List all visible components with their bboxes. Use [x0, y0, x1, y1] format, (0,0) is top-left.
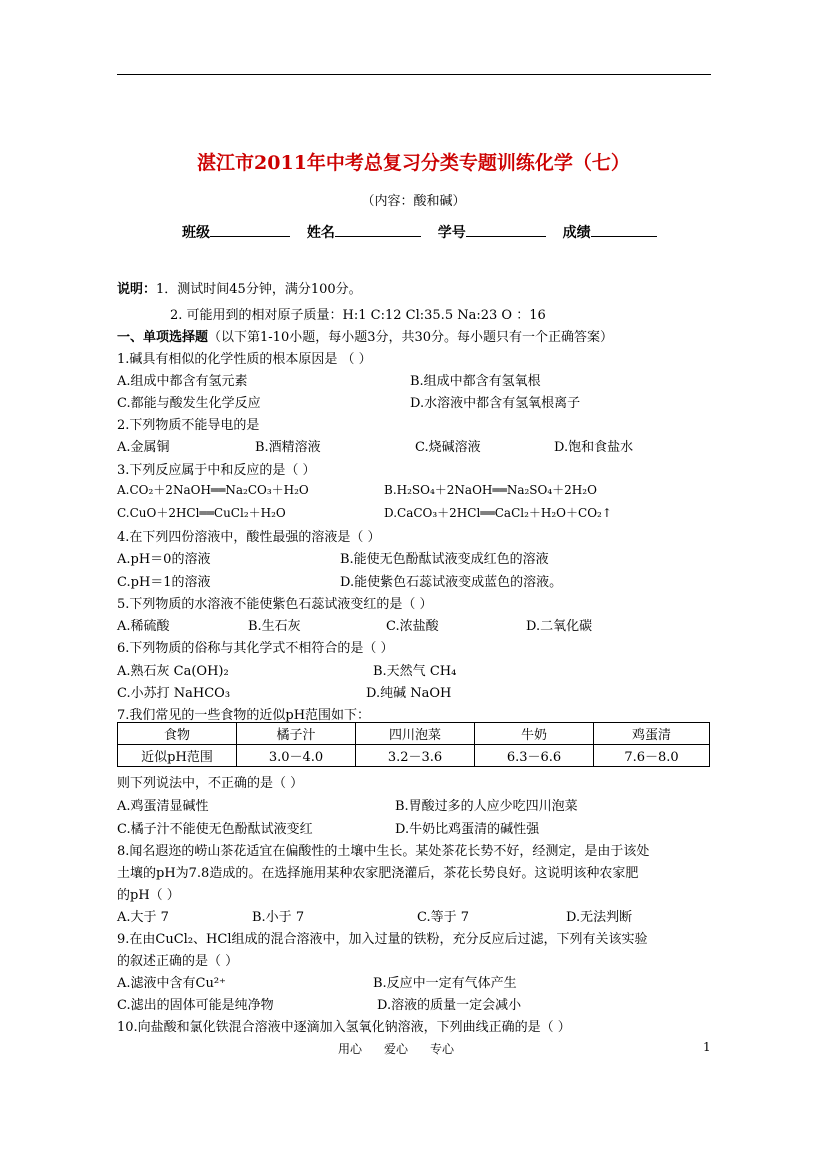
- q3-option-a[interactable]: A.CO₂＋2NaOH══Na₂CO₃＋H₂O: [117, 483, 309, 497]
- q7-option-a[interactable]: A.鸡蛋清显碱性: [117, 799, 209, 814]
- name-blank[interactable]: [335, 222, 421, 237]
- q10-stem: 10.向盐酸和氯化铁混合溶液中逐滴加入氢氧化钠溶液，下列曲线正确的是（ ）: [117, 1020, 571, 1035]
- q3-option-d[interactable]: D.CaCO₃＋2HCl══CaCl₂＋H₂O＋CO₂↑: [384, 506, 612, 520]
- table-cell: 鸡蛋清: [594, 723, 710, 745]
- table-cell: 7.6－8.0: [594, 745, 710, 767]
- q5-stem: 5.下列物质的水溶液不能使紫色石蕊试液变红的是（ ）: [117, 597, 433, 612]
- q5-option-a[interactable]: A.稀硫酸: [117, 619, 170, 634]
- q8-stem-line2: 土壤的pH为7.8造成的。在选择施用某种农家肥浇灌后，茶花长势良好。这说明该种农家肥: [117, 866, 639, 881]
- name-label: 姓名: [306, 225, 335, 241]
- q9-stem-line1: 9.在由CuCl₂、HCl组成的混合溶液中，加入过量的铁粉，充分反应后过滤，下列有关该实验: [117, 932, 648, 947]
- q4-option-a[interactable]: A.pH＝0的溶液: [117, 552, 211, 567]
- q4-stem: 4.在下列四份溶液中，酸性最强的溶液是（ ）: [117, 530, 381, 545]
- table-cell: 近似pH范围: [118, 745, 237, 767]
- class-label: 班级: [182, 225, 210, 241]
- q2-option-c[interactable]: C.烧碱溶液: [415, 440, 481, 455]
- q1-stem: 1.碱具有相似的化学性质的根本原因是 （ ）: [117, 352, 372, 367]
- q6-option-b[interactable]: B.天然气 CH₄: [373, 664, 457, 679]
- q9-option-c[interactable]: C.滤出的固体可能是纯净物: [117, 998, 274, 1013]
- q1-option-d[interactable]: D.水溶液中都含有氢氧根离子: [410, 396, 581, 411]
- page-title: 湛江市2011年中考总复习分类专题训练化学（七）: [197, 152, 630, 174]
- student-info: [182, 222, 669, 242]
- table-cell: 四川泡菜: [356, 723, 475, 745]
- q3-stem: 3.下列反应属于中和反应的是（ ）: [117, 463, 316, 478]
- table-cell: 牛奶: [475, 723, 594, 745]
- page-subtitle: （内容：酸和碱）: [361, 194, 466, 209]
- q4-option-c[interactable]: C.pH＝1的溶液: [117, 575, 211, 590]
- class-blank[interactable]: [210, 222, 290, 237]
- q9-option-b[interactable]: B.反应中一定有气体产生: [373, 976, 517, 991]
- q8-stem-line3: 的pH（ ）: [117, 888, 180, 903]
- page-number: 1: [703, 1040, 711, 1054]
- q9-option-a[interactable]: A.滤液中含有Cu²⁺: [117, 976, 226, 991]
- q2-option-d[interactable]: D.饱和食盐水: [554, 440, 634, 455]
- q2-stem: 2.下列物质不能导电的是: [117, 418, 260, 433]
- score-label: 成绩: [562, 225, 591, 241]
- q5-option-d[interactable]: D.二氧化碳: [526, 619, 593, 634]
- q9-stem-line2: 的叙述正确的是（ ）: [117, 954, 239, 969]
- q6-option-a[interactable]: A.熟石灰 Ca(OH)₂: [117, 664, 229, 679]
- q7-stem: 7.我们常见的一些食物的近似pH范围如下：: [117, 708, 371, 723]
- table-cell: 3.2－3.6: [356, 745, 475, 767]
- q3-option-b[interactable]: B.H₂SO₄＋2NaOH══Na₂SO₄＋2H₂O: [384, 483, 597, 497]
- q6-stem: 6.下列物质的俗称与其化学式不相符合的是（ ）: [117, 641, 394, 656]
- q1-option-a[interactable]: A.组成中都含有氢元素: [117, 374, 248, 389]
- q7-option-d[interactable]: D.牛奶比鸡蛋清的碱性强: [395, 822, 540, 837]
- q7-option-c[interactable]: C.橘子汁不能使无色酚酞试液变红: [117, 822, 313, 837]
- table-cell: 3.0－4.0: [237, 745, 356, 767]
- table-cell: 食物: [118, 723, 237, 745]
- q8-option-a[interactable]: A.大于 7: [117, 910, 169, 925]
- q4-option-b[interactable]: B.能使无色酚酞试液变成红色的溶液: [340, 552, 549, 567]
- q9-option-d[interactable]: D.溶液的质量一定会减小: [377, 998, 522, 1013]
- q8-option-d[interactable]: D.无法判断: [566, 910, 633, 925]
- ph-table: [117, 722, 710, 767]
- q1-option-c[interactable]: C.都能与酸发生化学反应: [117, 396, 261, 411]
- q3-option-c[interactable]: C.CuO＋2HCl══CuCl₂＋H₂O: [117, 506, 286, 520]
- score-blank[interactable]: [591, 222, 657, 237]
- table-cell: 橘子汁: [237, 723, 356, 745]
- table-cell: 6.3－6.6: [475, 745, 594, 767]
- table-header-row: [118, 723, 710, 745]
- section-heading: 一、单项选择题（以下第1-10小题，每小题3分，共30分。每小题只有一个正确答案）: [117, 330, 614, 345]
- number-label: 学号: [437, 225, 466, 241]
- q7-option-b[interactable]: B.胃酸过多的人应少吃四川泡菜: [395, 799, 578, 814]
- note-2: 2. 可能用到的相对原子质量：H:1 C:12 Cl:35.5 Na:23 O ：16: [170, 308, 546, 323]
- number-blank[interactable]: [466, 222, 546, 237]
- q7-question: 则下列说法中，不正确的是（ ）: [117, 776, 304, 791]
- q5-option-c[interactable]: C.浓盐酸: [386, 619, 439, 634]
- header-rule: [117, 74, 711, 75]
- q8-option-c[interactable]: C.等于 7: [417, 910, 470, 925]
- q6-option-c[interactable]: C.小苏打 NaHCO₃: [117, 686, 231, 701]
- q5-option-b[interactable]: B.生石灰: [248, 619, 301, 634]
- q8-stem-line1: 8.闻名遐迩的崂山茶花适宜在偏酸性的土壤中生长。某处茶花长势不好，经测定，是由于该处: [117, 844, 650, 859]
- note-1: 说明：1．测试时间45分钟，满分100分。: [117, 282, 362, 297]
- q2-option-a[interactable]: A.金属铜: [117, 440, 170, 455]
- q2-option-b[interactable]: B.酒精溶液: [255, 440, 321, 455]
- q1-option-b[interactable]: B.组成中都含有氢氧根: [410, 374, 541, 389]
- footer-motto: 用心 爱心 专心: [338, 1042, 455, 1056]
- q8-option-b[interactable]: B.小于 7: [252, 910, 305, 925]
- q6-option-d[interactable]: D.纯碱 NaOH: [366, 686, 452, 701]
- q4-option-d[interactable]: D.能使紫色石蕊试液变成蓝色的溶液。: [340, 575, 563, 590]
- table-row: [118, 745, 710, 767]
